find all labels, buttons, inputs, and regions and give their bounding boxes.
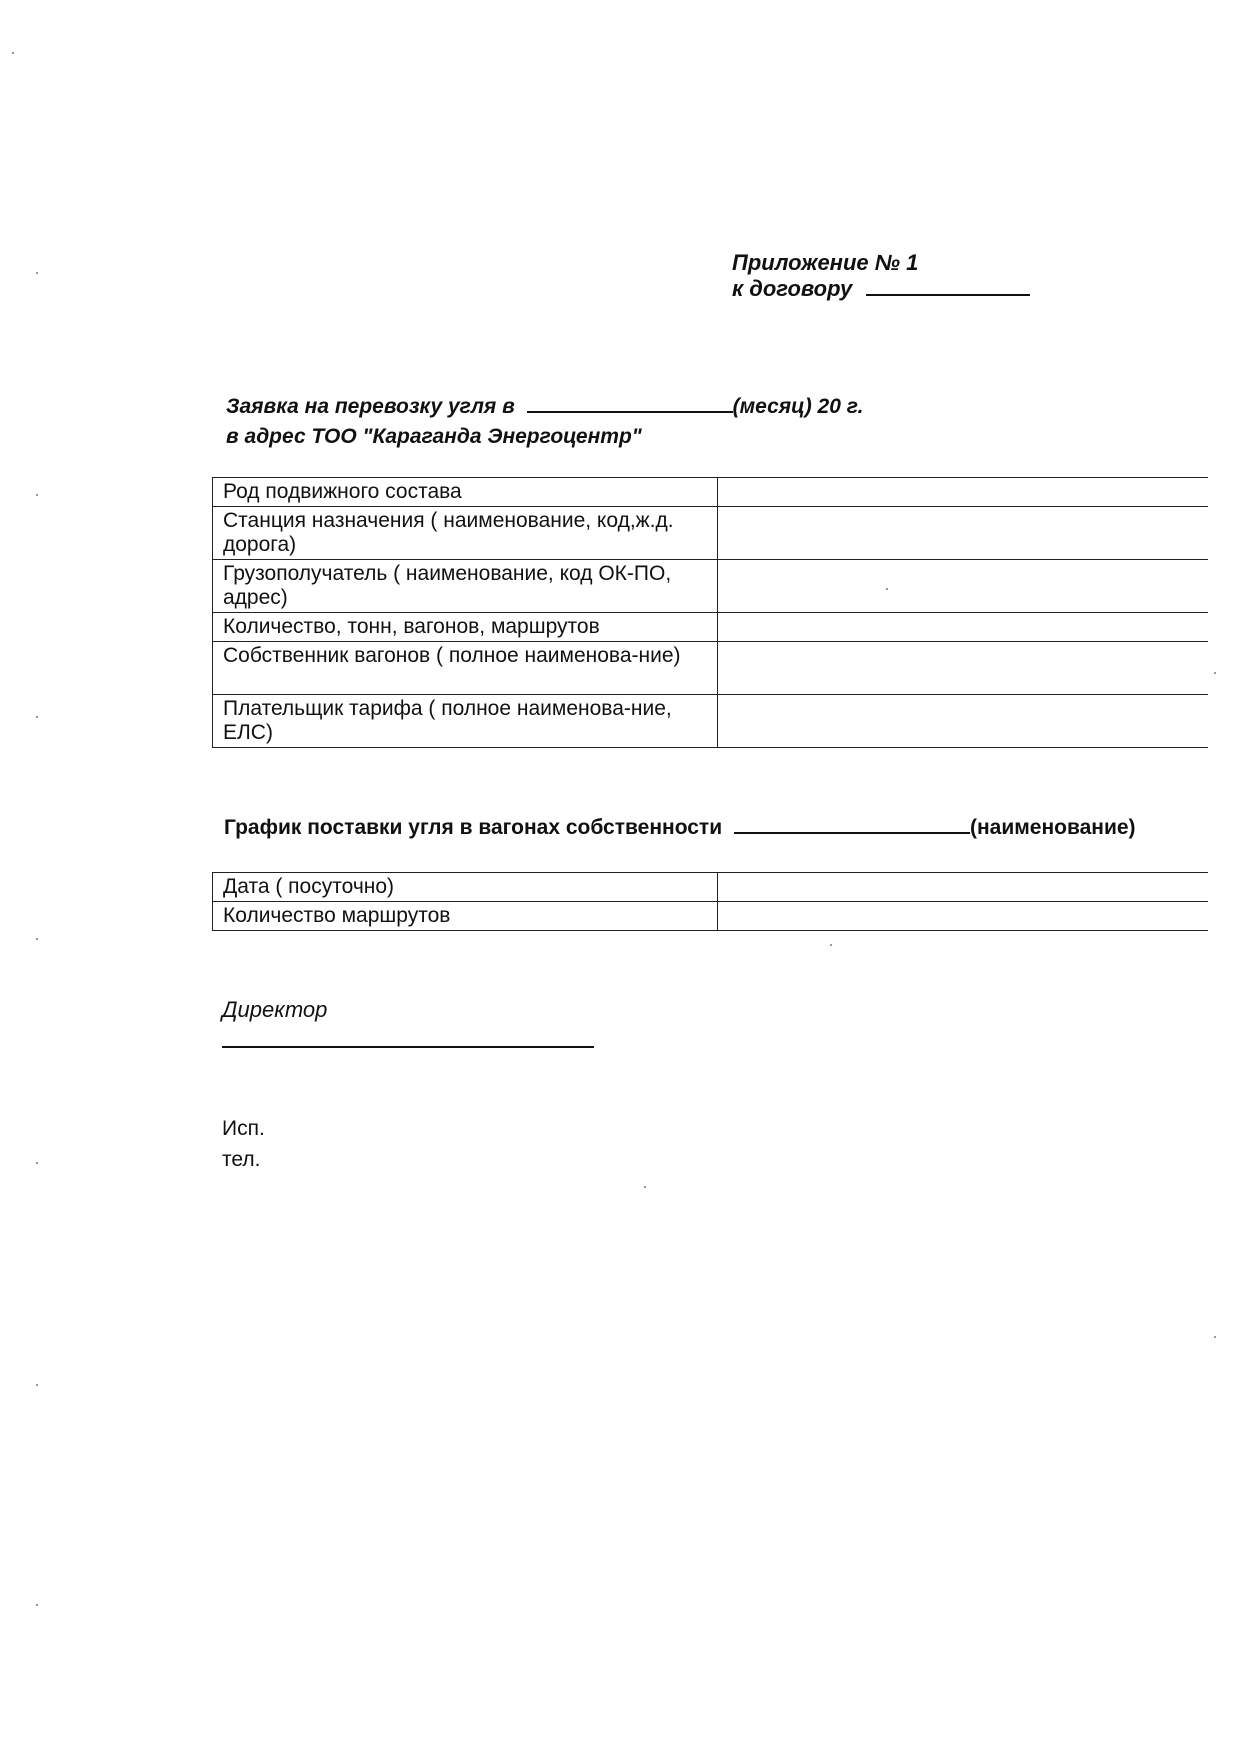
row-value-rolling-stock[interactable]: [718, 478, 1209, 507]
row-value-tariff-payer[interactable]: [718, 695, 1209, 748]
schedule-title: [224, 816, 1136, 840]
contract-reference-label: к договору: [732, 276, 853, 301]
delivery-schedule-table: [212, 872, 1208, 931]
request-title-line-2: в адрес ТОО "Караганда Энергоцентр": [226, 425, 642, 448]
director-label: Директор: [222, 997, 328, 1022]
scan-speck: [12, 52, 14, 54]
row-label-routes-count: Количество маршрутов: [213, 902, 718, 931]
scan-speck: [36, 272, 38, 274]
appendix-number: Приложение № 1: [732, 250, 919, 275]
scan-speck: [830, 944, 832, 946]
request-title-suffix: (месяц) 20 г.: [732, 395, 864, 418]
table-row: [213, 613, 1209, 642]
table-row: [213, 642, 1209, 695]
director-signature-line[interactable]: [222, 1046, 594, 1048]
scan-speck: [36, 494, 38, 496]
row-label-date: Дата ( посуточно): [213, 873, 718, 902]
row-label-quantity: Количество, тонн, вагонов, маршрутов: [213, 613, 718, 642]
month-blank[interactable]: [527, 397, 733, 413]
scan-speck: [36, 1162, 38, 1164]
owner-name-blank[interactable]: [734, 818, 970, 834]
row-value-consignee[interactable]: [718, 560, 1209, 613]
footer-contacts: [222, 1113, 265, 1175]
table-row: [213, 478, 1209, 507]
row-value-destination-station[interactable]: [718, 507, 1209, 560]
scan-speck: [886, 588, 888, 590]
scan-speck: [36, 1604, 38, 1606]
scan-speck: [644, 1186, 646, 1188]
scan-speck: [36, 938, 38, 940]
scan-speck: [36, 716, 38, 718]
row-value-wagon-owner[interactable]: [718, 642, 1209, 695]
row-label-consignee: Грузополучатель ( наименование, код ОК-ПО, адрес): [213, 560, 718, 613]
phone-label: тел.: [222, 1148, 261, 1171]
row-label-destination-station: Станция назначения ( наименование, код,ж.д. дорога): [213, 507, 718, 560]
table-row: [213, 873, 1209, 902]
row-value-quantity[interactable]: [718, 613, 1209, 642]
table-row: [213, 902, 1209, 931]
table-row: [213, 695, 1209, 748]
schedule-title-suffix: (наименование): [969, 816, 1136, 839]
request-title: [226, 392, 864, 452]
contract-number-blank[interactable]: [866, 280, 1030, 296]
row-label-wagon-owner: Собственник вагонов ( полное наименова-ние): [213, 642, 718, 695]
request-details-table: [212, 477, 1208, 748]
appendix-header: [732, 250, 1030, 302]
request-title-prefix: Заявка на перевозку угля в: [226, 395, 515, 418]
scan-speck: [36, 1384, 38, 1386]
schedule-title-prefix: График поставки угля в вагонах собственности: [224, 816, 723, 839]
scan-speck: [1214, 1336, 1216, 1338]
scan-speck: [1214, 672, 1216, 674]
executor-label: Исп.: [222, 1117, 265, 1140]
row-value-date[interactable]: [718, 873, 1209, 902]
table-row: [213, 560, 1209, 613]
row-value-routes-count[interactable]: [718, 902, 1209, 931]
table-row: [213, 507, 1209, 560]
row-label-tariff-payer: Плательщик тарифа ( полное наименова-ние, ЕЛС): [213, 695, 718, 748]
row-label-rolling-stock: Род подвижного состава: [213, 478, 718, 507]
request-title-line-1: [226, 392, 864, 422]
contract-reference: [732, 276, 1030, 302]
